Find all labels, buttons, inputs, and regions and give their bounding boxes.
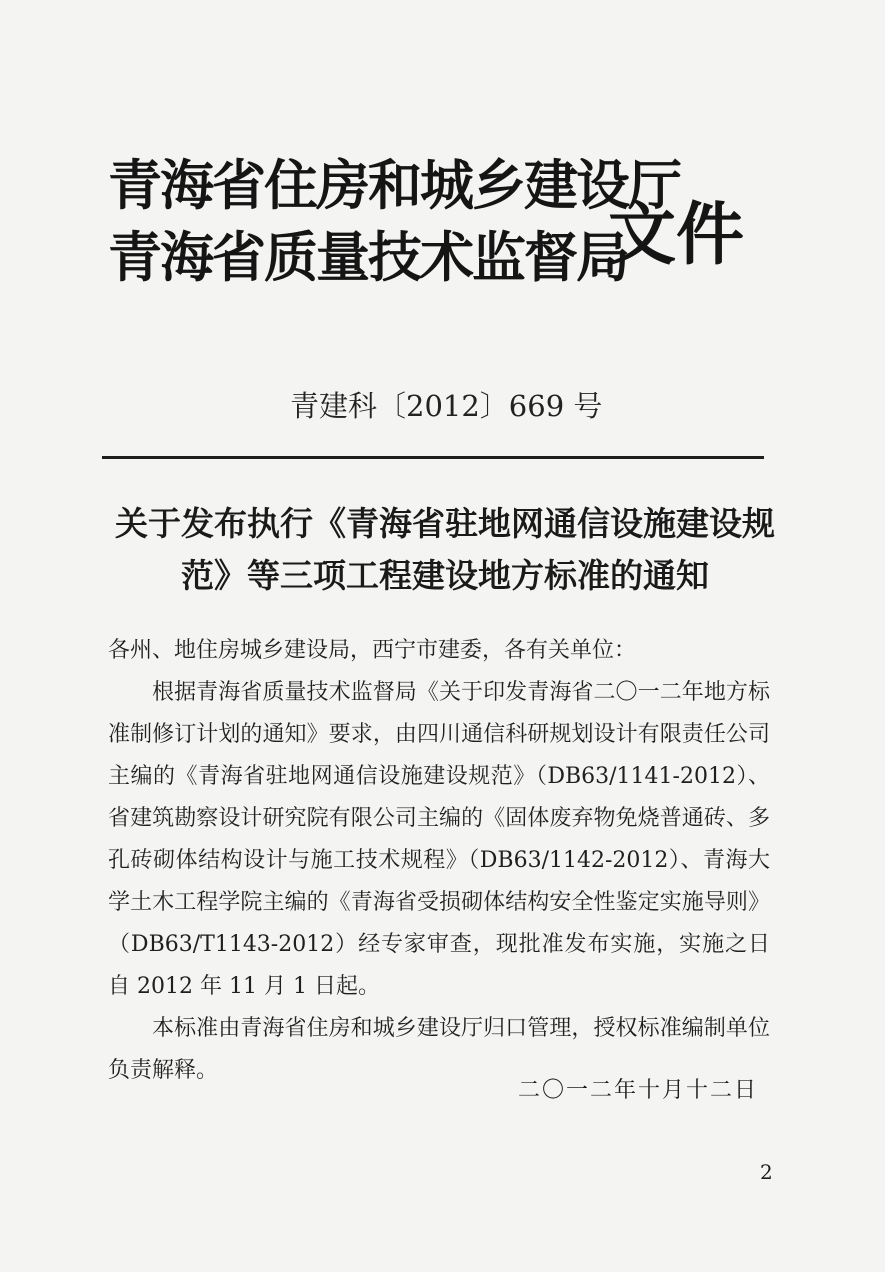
page-number: 2 [760, 1160, 773, 1184]
document-label: 文件 [608, 196, 745, 275]
title-line-1: 关于发布执行《青海省驻地网通信设施建设规 [115, 504, 775, 543]
notice-title [100, 498, 790, 602]
body-paragraph-2: 本标准由青海省住房和城乡建设厅归口管理，授权标准编制单位负责解释。 [108, 1016, 770, 1083]
body-paragraph-1: 根据青海省质量技术监督局《关于印发青海省二〇一二年地方标准制修订计划的通知》要求，由四川通信科研规划设计有限责任公司主编的《青海省驻地网通信设施建设规范》（DB63/1141-2012）、省建筑勘察设计研究院有限公司主编的《固体废弃物免烧普通砖、多孔砖砌体结构设计与施工技术规程》（DB63/1142-2012）、青海大学土木工程学院主编的《青海省受损砌体结构安全性鉴定实施导则》（DB63/T1143-2012）经专家审查，现批准发布实施，实施之日自 2012 年 11 月 1 日起。 [108, 680, 770, 999]
document-number: 青建科〔2012〕669 号 [290, 389, 603, 423]
issuer-block [108, 150, 680, 294]
title-line-2: 范》等三项工程建设地方标准的通知 [181, 556, 709, 595]
issuer-line-2: 青海省质量技术监督局 [108, 226, 628, 289]
header-divider [102, 456, 764, 459]
issuer-line-1: 青海省住房和城乡建设厅 [108, 154, 680, 217]
issue-date: 二〇一二年十月十二日 [518, 1078, 759, 1103]
salutation: 各州、地住房城乡建设局，西宁市建委，各有关单位： [108, 638, 637, 663]
notice-body [108, 630, 770, 1092]
